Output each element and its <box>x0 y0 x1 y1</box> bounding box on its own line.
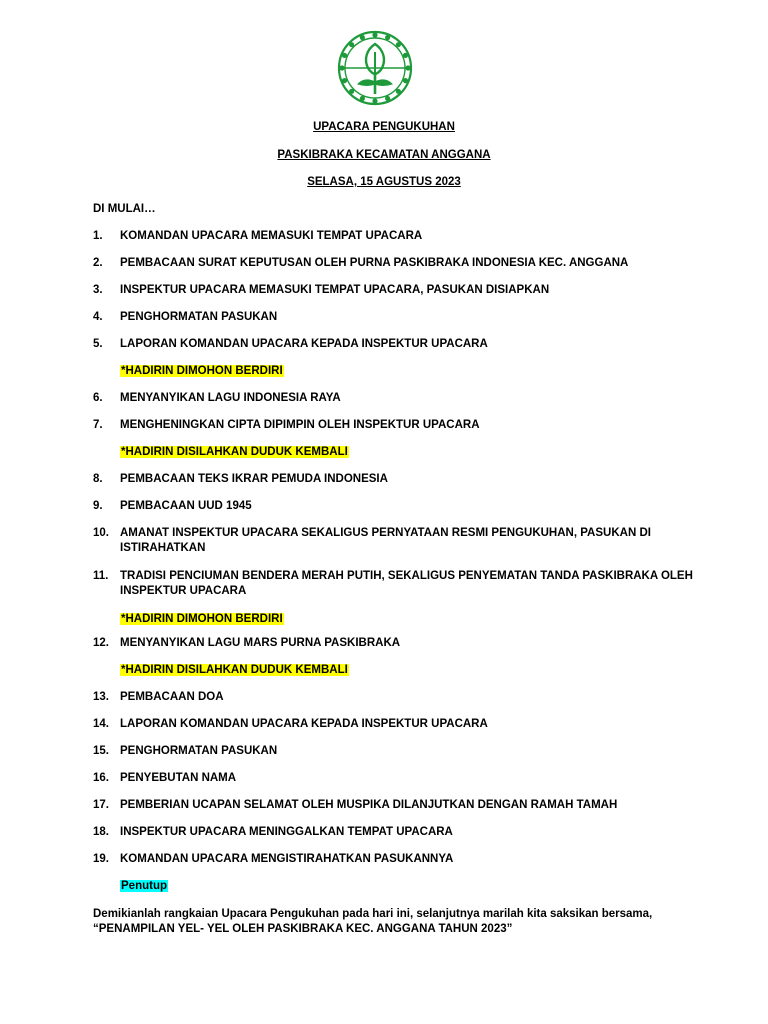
agenda-note <box>93 879 733 894</box>
agenda-item <box>93 690 733 705</box>
highlighted-note-text: *HADIRIN DIMOHON BERDIRI <box>121 613 283 625</box>
closing-paragraph <box>93 907 693 937</box>
emblem-bead <box>403 78 408 83</box>
agenda-item-number: 2. <box>93 257 103 269</box>
emblem-bead <box>403 53 408 58</box>
agenda-item-number: 6. <box>93 392 103 404</box>
agenda-item-text: MENGHENINGKAN CIPTA DIPIMPIN OLEH INSPEKTUR UPACARA <box>120 419 480 431</box>
agenda-item-number: 16. <box>93 772 109 784</box>
agenda-note <box>93 612 733 627</box>
agenda-item <box>93 499 733 514</box>
document-title: UPACARA PENGUKUHAN <box>313 121 455 133</box>
agenda-item <box>93 798 733 813</box>
agenda-item-text: PEMBACAAN DOA <box>120 691 224 703</box>
agenda-item-text: PENGHORMATAN PASUKAN <box>120 745 278 757</box>
emblem-bead <box>360 35 365 40</box>
emblem-bead <box>372 98 377 103</box>
closing-line-1: Demikianlah rangkaian Upacara Pengukuhan pada hari ini, selanjutnya marilah kita saksikan bersama, <box>93 908 653 920</box>
agenda-item-text: PEMBACAAN SURAT KEPUTUSAN OLEH PURNA PASKIBRAKA INDONESIA KEC. ANGGANA <box>120 257 629 269</box>
agenda-item <box>93 229 733 244</box>
intro-text: DI MULAI… <box>93 203 156 215</box>
agenda-item <box>93 569 733 599</box>
emblem-bead <box>385 96 390 101</box>
agenda-item-number: 14. <box>93 718 109 730</box>
agenda-item <box>93 418 733 433</box>
agenda-item <box>93 771 733 786</box>
agenda-item <box>93 717 733 732</box>
agenda-item-number: 7. <box>93 419 103 431</box>
agenda-note <box>93 663 733 678</box>
agenda-item-text: LAPORAN KOMANDAN UPACARA KEPADA INSPEKTUR UPACARA <box>120 338 488 350</box>
agenda-item <box>93 744 733 759</box>
agenda-item-text: PENGHORMATAN PASUKAN <box>120 311 278 323</box>
emblem-bead <box>396 89 401 94</box>
agenda-item-text: KOMANDAN UPACARA MENGISTIRAHATKAN PASUKANNYA <box>120 853 454 865</box>
agenda-item-number: 4. <box>93 311 103 323</box>
agenda-item-text: TRADISI PENCIUMAN BENDERA MERAH PUTIH, SEKALIGUS PENYEMATAN TANDA PASKIBRAKA OLEH INSPEKTUR UPACARA <box>120 570 693 597</box>
agenda-item-text: INSPEKTUR UPACARA MEMASUKI TEMPAT UPACARA, PASUKAN DISIAPKAN <box>120 284 550 296</box>
agenda-item <box>93 526 733 556</box>
emblem-bead <box>349 42 354 47</box>
paskibraka-emblem-icon <box>330 26 420 110</box>
highlighted-note-text: Penutup <box>121 880 167 892</box>
agenda-item-text: PENYEBUTAN NAMA <box>120 772 237 784</box>
emblem-bead <box>342 53 347 58</box>
agenda-item-number: 13. <box>93 691 109 703</box>
highlighted-note-text: *HADIRIN DISILAHKAN DUDUK KEMBALI <box>121 446 348 458</box>
agenda-item-text: PEMBACAAN TEKS IKRAR PEMUDA INDONESIA <box>120 473 388 485</box>
agenda-item <box>93 636 733 651</box>
closing-line-2: “PENAMPILAN YEL- YEL OLEH PASKIBRAKA KEC. ANGGANA TAHUN 2023” <box>93 923 513 935</box>
agenda-item-number: 8. <box>93 473 103 485</box>
agenda-note <box>93 364 733 379</box>
agenda-item <box>93 337 733 352</box>
agenda-item-number: 1. <box>93 230 103 242</box>
emblem-bead <box>360 96 365 101</box>
agenda-item <box>93 256 733 271</box>
agenda-item-text: INSPEKTUR UPACARA MENINGGALKAN TEMPAT UPACARA <box>120 826 453 838</box>
document-subtitle: PASKIBRAKA KECAMATAN ANGGANA <box>277 149 491 161</box>
agenda-item-number: 9. <box>93 500 103 512</box>
emblem-bead <box>396 42 401 47</box>
emblem-bead <box>385 35 390 40</box>
agenda-item-number: 12. <box>93 637 109 649</box>
agenda-item-number: 5. <box>93 338 103 350</box>
agenda-item-number: 10. <box>93 527 109 539</box>
emblem-bead <box>372 32 377 37</box>
agenda-item-number: 17. <box>93 799 109 811</box>
agenda-item <box>93 825 733 840</box>
highlighted-note-text: *HADIRIN DIMOHON BERDIRI <box>121 365 283 377</box>
agenda-item <box>93 852 733 867</box>
document-date: SELASA, 15 AGUSTUS 2023 <box>307 176 461 188</box>
highlighted-note-text: *HADIRIN DISILAHKAN DUDUK KEMBALI <box>121 664 348 676</box>
agenda-item-text: MENYANYIKAN LAGU MARS PURNA PASKIBRAKA <box>120 637 401 649</box>
agenda-item-number: 15. <box>93 745 109 757</box>
agenda-item-text: PEMBACAAN UUD 1945 <box>120 500 252 512</box>
agenda-item <box>93 391 733 406</box>
agenda-item-text: MENYANYIKAN LAGU INDONESIA RAYA <box>120 392 341 404</box>
agenda-note <box>93 445 733 460</box>
agenda-item-number: 18. <box>93 826 109 838</box>
agenda-item-number: 3. <box>93 284 103 296</box>
agenda-item <box>93 310 733 325</box>
agenda-item-number: 11. <box>93 570 109 582</box>
agenda-item <box>93 472 733 487</box>
agenda-item-number: 19. <box>93 853 109 865</box>
agenda-item <box>93 283 733 298</box>
agenda-item-text: AMANAT INSPEKTUR UPACARA SEKALIGUS PERNYATAAN RESMI PENGUKUHAN, PASUKAN DI ISTIRAHATKAN <box>120 527 651 554</box>
agenda-item-text: PEMBERIAN UCAPAN SELAMAT OLEH MUSPIKA DILANJUTKAN DENGAN RAMAH TAMAH <box>120 799 618 811</box>
agenda-item-text: KOMANDAN UPACARA MEMASUKI TEMPAT UPACARA <box>120 230 423 242</box>
emblem-bead <box>342 78 347 83</box>
agenda-item-text: LAPORAN KOMANDAN UPACARA KEPADA INSPEKTUR UPACARA <box>120 718 488 730</box>
emblem-bead <box>349 89 354 94</box>
